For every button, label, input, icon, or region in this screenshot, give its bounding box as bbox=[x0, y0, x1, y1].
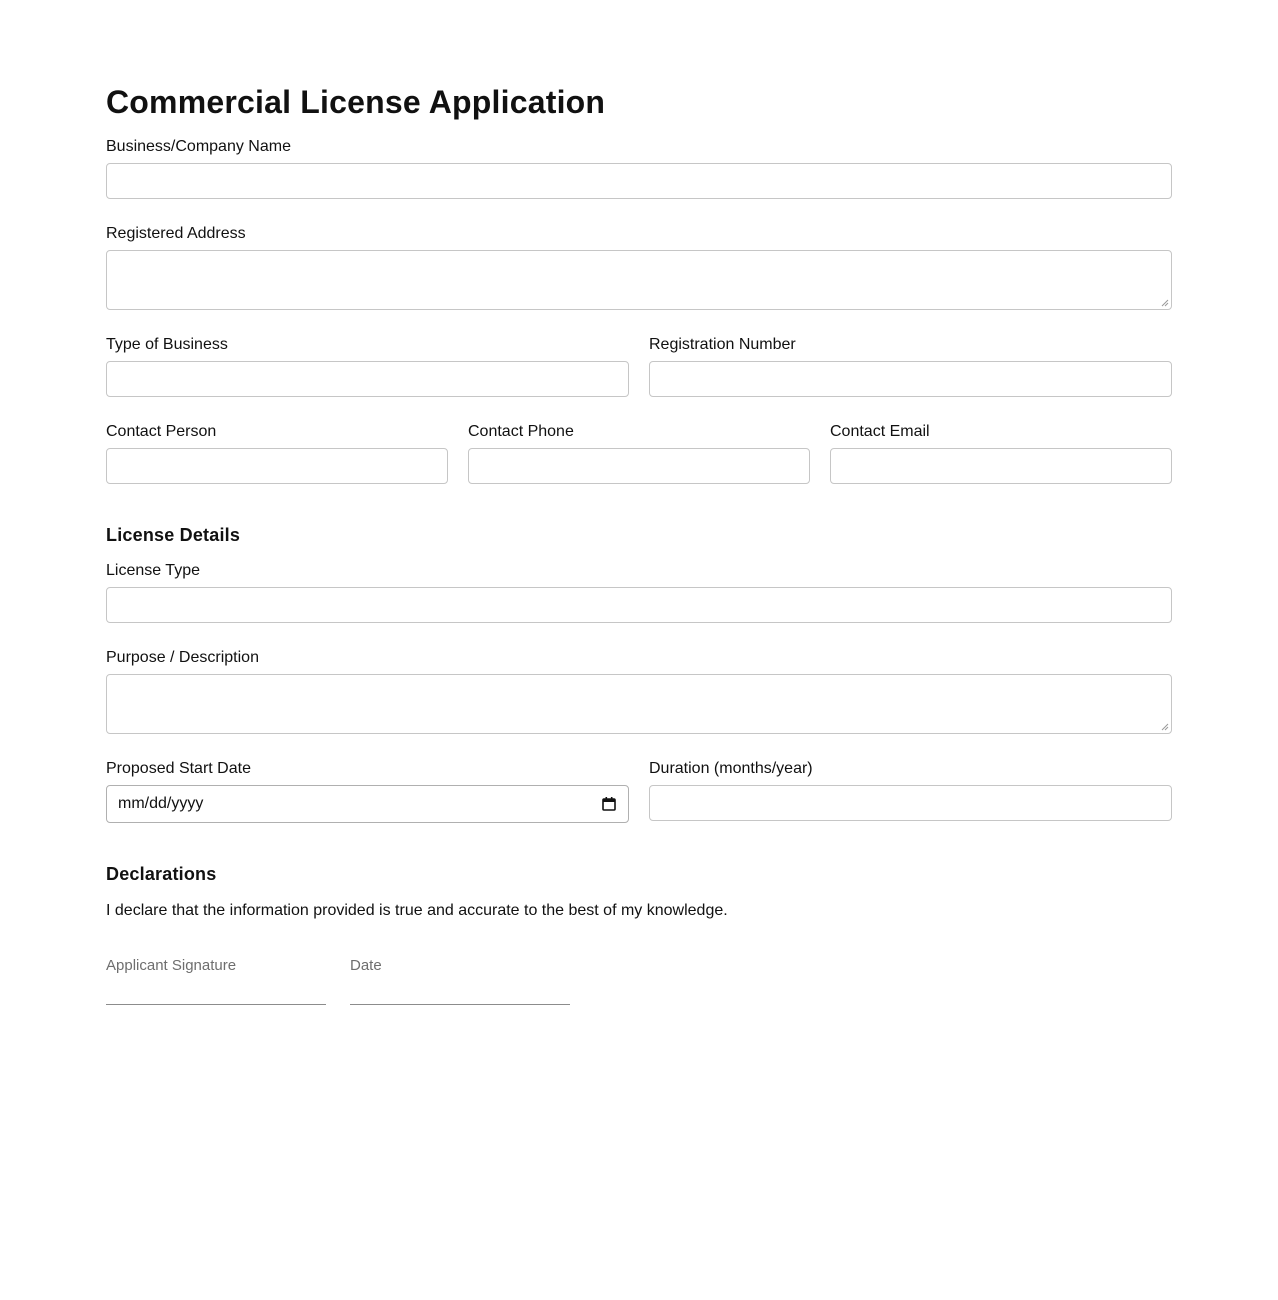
registration-number-input[interactable] bbox=[649, 361, 1172, 397]
purpose-label: Purpose / Description bbox=[106, 649, 259, 666]
declarations-heading: Declarations bbox=[106, 864, 217, 884]
signature-block bbox=[106, 957, 1172, 1005]
contact-email-label: Contact Email bbox=[830, 423, 930, 440]
contact-phone-field bbox=[468, 423, 810, 484]
declaration-text: I declare that the information provided is true and accurate to the best of my knowledge. bbox=[106, 902, 728, 919]
license-type-field bbox=[106, 562, 1172, 623]
registered-address-textarea[interactable] bbox=[106, 250, 1172, 310]
business-name-input[interactable] bbox=[106, 163, 1172, 199]
registered-address-field bbox=[106, 225, 1172, 310]
date-label: Date bbox=[350, 957, 382, 974]
contact-person-input[interactable] bbox=[106, 448, 448, 484]
start-date-field bbox=[106, 760, 629, 823]
business-details-row bbox=[106, 336, 1172, 423]
contact-phone-label: Contact Phone bbox=[468, 423, 574, 440]
contact-email-input[interactable] bbox=[830, 448, 1172, 484]
registration-number-field bbox=[649, 336, 1172, 397]
contact-person-label: Contact Person bbox=[106, 423, 217, 440]
license-type-input[interactable] bbox=[106, 587, 1172, 623]
duration-label: Duration (months/year) bbox=[649, 760, 813, 777]
calendar-icon[interactable] bbox=[601, 796, 617, 812]
applicant-signature bbox=[106, 957, 326, 1005]
page-title: Commercial License Application bbox=[106, 84, 606, 120]
type-of-business-label: Type of Business bbox=[106, 336, 228, 353]
registered-address-label: Registered Address bbox=[106, 225, 246, 242]
type-of-business-field bbox=[106, 336, 629, 397]
signature-date bbox=[350, 957, 570, 1005]
type-of-business-input[interactable] bbox=[106, 361, 629, 397]
purpose-field bbox=[106, 649, 1172, 734]
signature-label: Applicant Signature bbox=[106, 957, 237, 974]
duration-input[interactable] bbox=[649, 785, 1172, 821]
start-date-input[interactable] bbox=[106, 785, 629, 823]
duration-field bbox=[649, 760, 1172, 823]
start-date-placeholder: mm/dd/yyyy bbox=[118, 795, 204, 812]
contact-phone-input[interactable] bbox=[468, 448, 810, 484]
business-name-field bbox=[106, 138, 1172, 199]
contact-row bbox=[106, 423, 1172, 510]
resize-grip-icon[interactable] bbox=[1161, 299, 1169, 307]
business-name-label: Business/Company Name bbox=[106, 138, 291, 155]
schedule-row bbox=[106, 760, 1172, 849]
license-type-label: License Type bbox=[106, 562, 200, 579]
resize-grip-icon[interactable] bbox=[1161, 723, 1169, 731]
application-form bbox=[106, 0, 1172, 1005]
contact-person-field bbox=[106, 423, 448, 484]
date-line[interactable] bbox=[350, 987, 570, 1005]
start-date-label: Proposed Start Date bbox=[106, 760, 251, 777]
purpose-textarea[interactable] bbox=[106, 674, 1172, 734]
license-details-heading: License Details bbox=[106, 525, 241, 545]
signature-line[interactable] bbox=[106, 987, 326, 1005]
contact-email-field bbox=[830, 423, 1172, 484]
registration-number-label: Registration Number bbox=[649, 336, 796, 353]
